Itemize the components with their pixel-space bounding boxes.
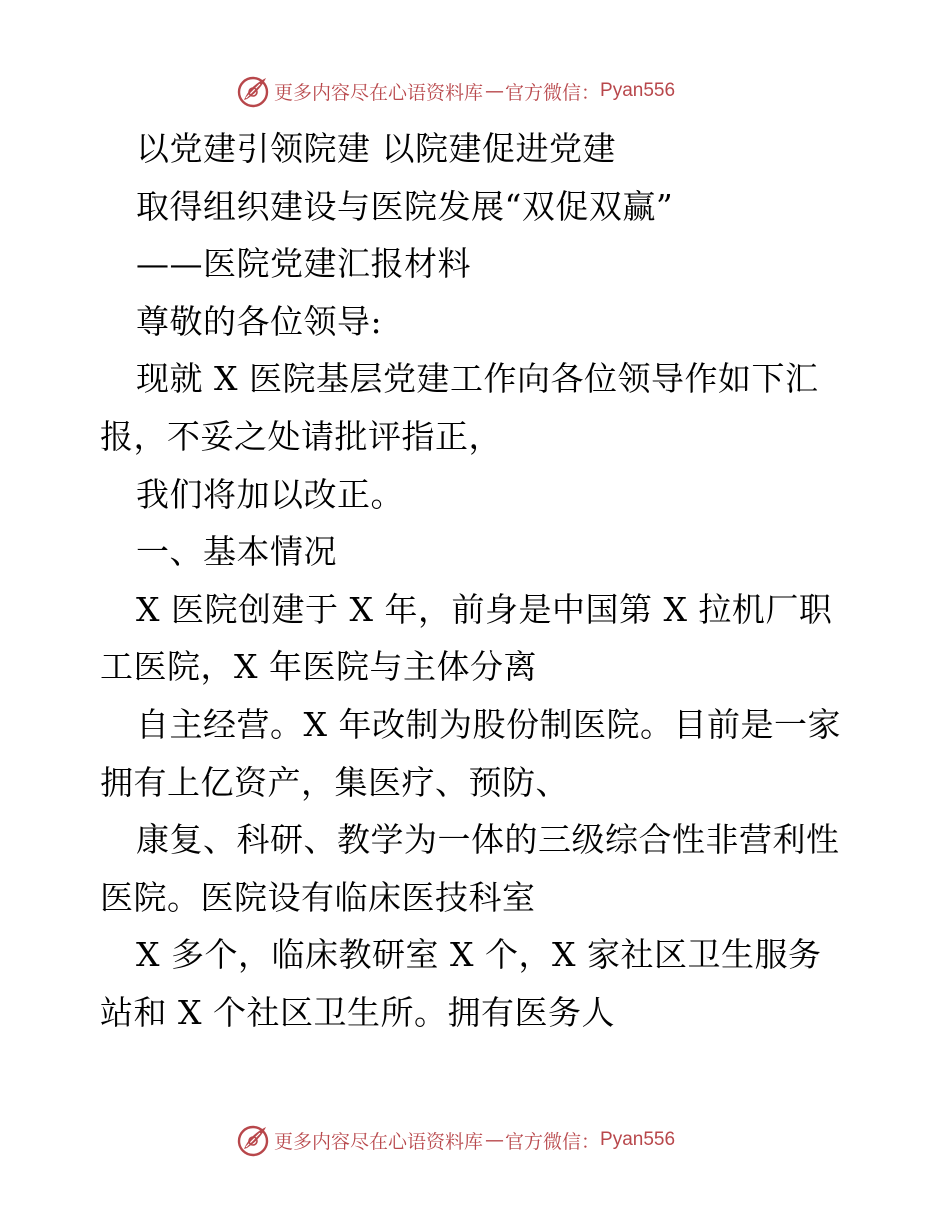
header-watermark (236, 73, 675, 109)
watermark-wechat-id: Pyan556 (600, 1129, 676, 1150)
text-line: 我们将加以改正。 (136, 474, 404, 514)
text-line: 工医院，X 年医院与主体分离 (100, 647, 537, 687)
document-body (100, 120, 860, 1042)
feather-pen-logo-icon (236, 74, 270, 108)
text-line: X 多个，临床教研室 X 个，X 家社区卫生服务 (136, 935, 822, 975)
text-line: 站和 X 个社区卫生所。拥有医务人 (100, 992, 615, 1032)
watermark-separator: — (485, 80, 504, 102)
text-line: 自主经营。X 年改制为股份制医院。目前是一家 (136, 704, 841, 744)
text-line: 尊敬的各位领导: (136, 301, 383, 341)
watermark-text: 更多内容尽在心语资料库 (274, 1130, 484, 1153)
text-line: 一、基本情况 (136, 532, 337, 572)
text-line: 现就 X 医院基层党建工作向各位领导作如下汇 (136, 359, 819, 399)
text-line: 拥有上亿资产，集医疗、预防、 (100, 762, 569, 802)
text-line: 以党建引领院建 以院建促进党建 (136, 129, 616, 168)
text-line: 取得组织建设与医院发展“双促双赢” (136, 186, 674, 226)
watermark-contact-label: 官方微信： (505, 81, 601, 104)
text-line: X 医院创建于 X 年，前身是中国第 X 拉机厂职 (136, 589, 833, 629)
footer-watermark (236, 1122, 675, 1158)
watermark-separator: — (485, 1129, 504, 1151)
text-line: 医院。医院设有临床医技科室 (100, 877, 536, 917)
text-line: 报，不妥之处请批评指正， (100, 416, 502, 456)
text-line: ——医院党建汇报材料 (136, 244, 471, 284)
text-line: 康复、科研、教学为一体的三级综合性非营利性 (136, 820, 840, 860)
watermark-text: 更多内容尽在心语资料库 (274, 81, 484, 104)
watermark-wechat-id: Pyan556 (600, 80, 676, 101)
feather-pen-logo-icon (236, 1123, 270, 1157)
watermark-contact-label: 官方微信： (505, 1130, 601, 1153)
